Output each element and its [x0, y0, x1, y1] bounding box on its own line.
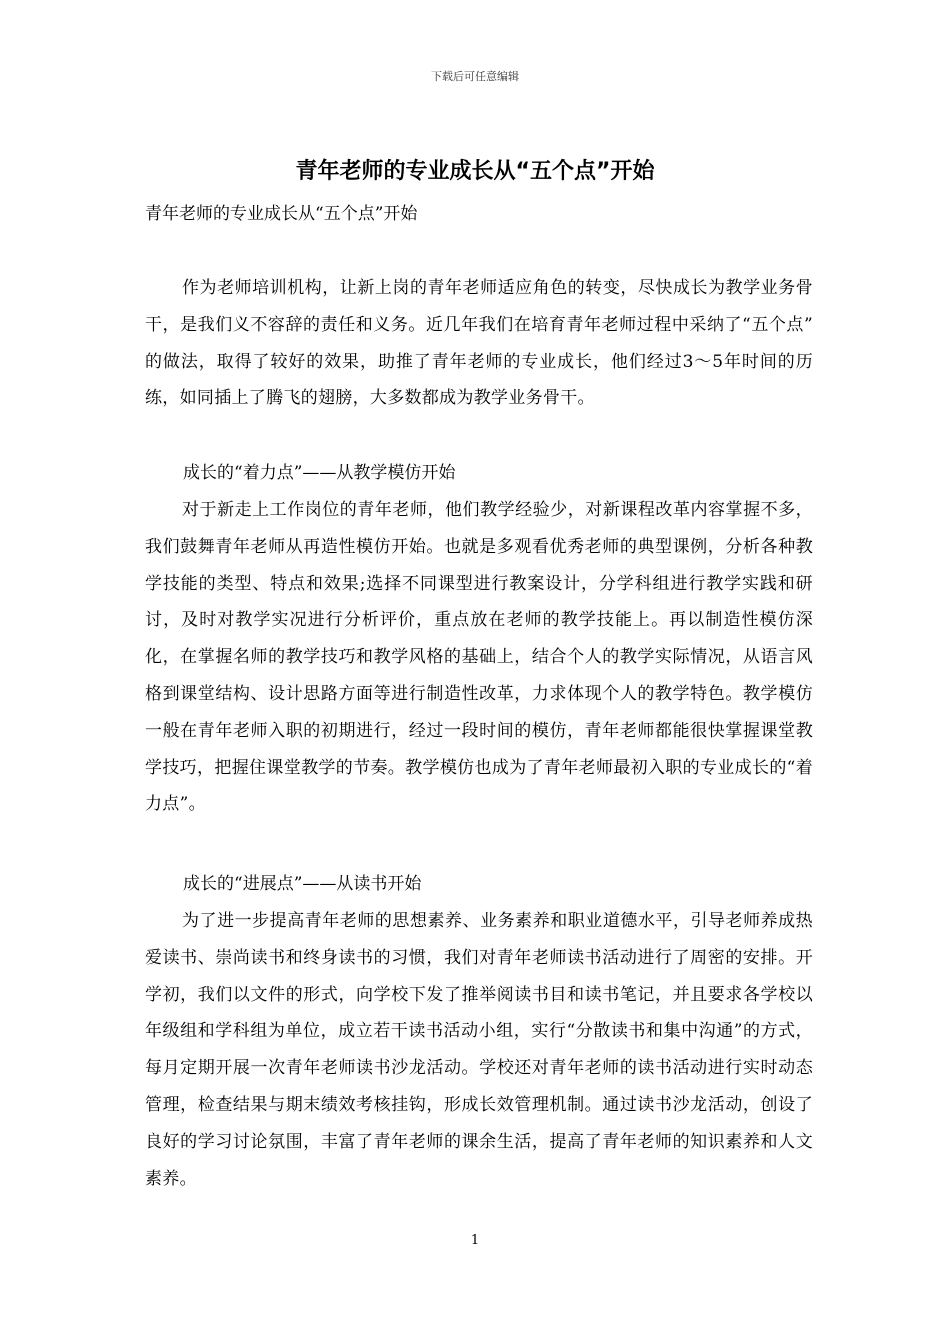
page-header-note: 下载后可任意编辑: [431, 70, 519, 83]
section-heading-1: 成长的“着力点”——从教学模仿开始: [183, 463, 456, 483]
section-body-1: 对于新走上工作岗位的青年老师，他们教学经验少，对新课程改革内容掌握不多，我们鼓舞青年老师从再造性模仿开始。也就是多观看优秀老师的典型课例，分析各种教学技能的类型、特点和效果;选择不同课型进行教案设计，分学科组进行教学实践和研讨，及时对教学实况进行分析评价，重点放在老师的教学技能上。再以制造性模仿深化，在掌握名师的教学技巧和教学风格的基础上，结合个人的教学实际情况，从语言风格到课堂结构、设计思路方面等进行制造性改革，力求体现个人的教学特色。教学模仿一般在青年老师入职的初期进行，经过一段时间的模仿，青年老师都能很快掌握课堂教学技巧，把握住课堂教学的节奏。教学模仿也成为了青年老师最初入职的专业成长的“着力点”。: [145, 500, 813, 815]
section-body-2: 为了进一步提高青年老师的思想素养、业务素养和职业道德水平，引导老师养成热爱读书、崇尚读书和终身读书的习惯，我们对青年老师读书活动进行了周密的安排。开学初，我们以文件的形式，向学校下发了推举阅读书目和读书笔记，并且要求各学校以年级组和学科组为单位，成立若干读书活动小组，实行“分散读书和集中沟通”的方式，每月定期开展一次青年老师读书沙龙活动。学校还对青年老师的读书活动进行实时动态管理，检查结果与期末绩效考核挂钩，形成长效管理机制。通过读书沙龙活动，创设了良好的学习讨论氛围，丰富了青年老师的课余生活，提高了青年老师的知识素养和人文素养。: [145, 911, 813, 1189]
intro-paragraph: 作为老师培训机构，让新上岗的青年老师适应角色的转变，尽快成长为教学业务骨干，是我们义不容辞的责任和义务。近几年我们在培育青年老师过程中采纳了“五个点” 的做法，取得了较好的效果，助推了青年老师的专业成长，他们经过3～5年时间的历练，如同插上了腾飞的翅膀，大多数都成为教学业务骨干。: [145, 278, 813, 409]
section-heading-2: 成长的“进展点”——从读书开始: [183, 874, 422, 894]
document-subtitle: 青年老师的专业成长从“五个点”开始: [145, 204, 418, 224]
document-title: 青年老师的专业成长从“五个点”开始: [295, 159, 655, 184]
page-number: 1: [470, 1233, 480, 1248]
